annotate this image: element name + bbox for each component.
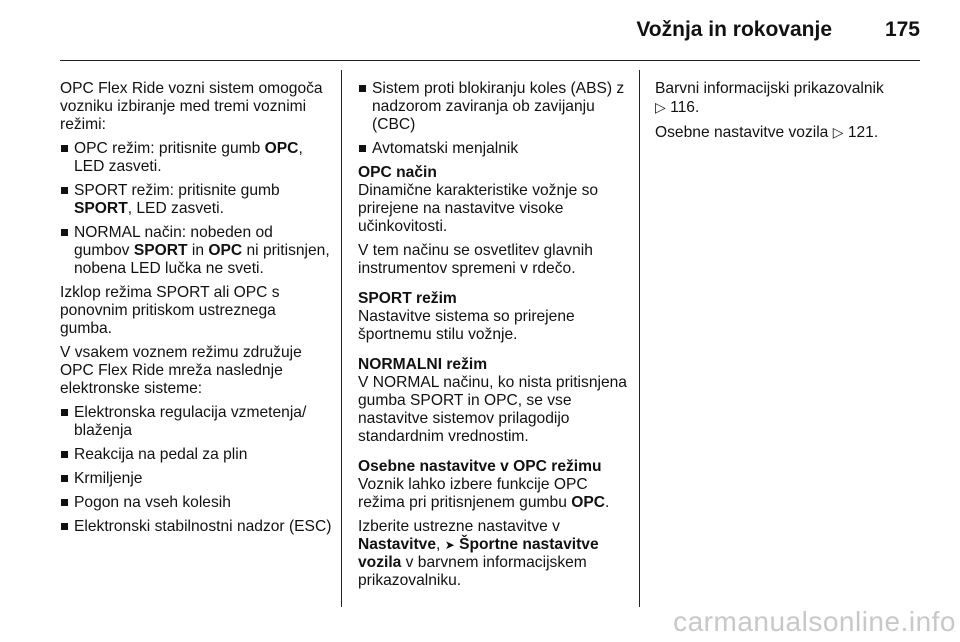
page-reference-icon: ▷ [832,124,844,140]
reference-color-display: Barvni informacijski prikazovalnik ▷ 116. [655,80,884,116]
column-3 [655,80,923,148]
opc-mode-text-1: Dinamične karakteristike vožnje so prirejene na nastavitve visoke učinkovitosti. [358,182,599,235]
list-item: Avtomatski menjalnik [358,140,628,158]
column-1 [60,80,332,542]
normal-mode-heading: NORMALNI režim [358,356,488,373]
opc-mode-heading: OPC način [358,164,437,181]
list-item-sport-mode: SPORT režim: pritisnite gumb SPORT, LED zasveti. [60,182,332,218]
menu-arrow-icon: ➤ [444,538,455,552]
opc-mode-text-2: V tem načinu se osvetlitev glavnih instrumentov spremeni v rdečo. [358,242,593,277]
page-reference-icon: ▷ [655,99,666,115]
intro-paragraph: OPC Flex Ride vozni sistem omogoča vozniku izbiranje med tremi voznimi režimi: [60,80,323,133]
page-header [60,0,920,61]
system-list [60,404,332,536]
page-number: 175 [884,18,920,41]
list-item: Elektronski stabilnostni nadzor (ESC) [60,518,332,536]
list-item: Pogon na vseh kolesih [60,494,332,512]
normal-mode-text: V NORMAL načinu, ko nista pritisnjena gumba SPORT in OPC, se vse nastavitve sistemov prilagodijo standardnim vrednostim. [358,374,627,445]
list-item-normal-mode: NORMAL način: nobeden od gumbov SPORT in OPC ni pritisnjen, nobena LED lučka ne sveti. [60,224,332,278]
reference-vehicle-settings: Osebne nastavitve vozila ▷ 121. [655,124,879,141]
list-item: Elektronska regulacija vzmetenja/ blaženja [60,404,332,440]
list-item: Reakcija na pedal za plin [60,446,332,464]
mode-list [60,140,332,278]
network-paragraph: V vsakem voznem režimu združuje OPC Flex Ride mreža naslednje elektronske sisteme: [60,344,302,397]
list-item: Krmiljenje [60,470,332,488]
column-divider-1 [341,70,342,607]
list-item-opc-mode: OPC režim: pritisnite gumb OPC, LED zasveti. [60,140,332,176]
personal-settings-heading: Osebne nastavitve v OPC režimu [358,458,602,475]
column-divider-2 [639,70,640,607]
sport-mode-text: Nastavitve sistema so prirejene športnemu stilu vožnje. [358,308,575,343]
page-title: Vožnja in rokovanje [636,18,832,41]
watermark: carmanualsonline.info [673,606,956,637]
system-list-continued [358,80,628,158]
personal-settings-text: Voznik lahko izbere funkcije OPC režima pri pritisnjenem gumbu OPC. [358,476,610,511]
sport-mode-heading: SPORT režim [358,290,457,307]
column-2 [358,80,628,596]
select-settings-text: Izberite ustrezne nastavitve v Nastavitve, ➤ Športne nastavitve vozila v barvnem informacijskem prikazovalniku. [358,518,599,589]
list-item: Sistem proti blokiranju koles (ABS) z nadzorom zaviranja ob zavijanju (CBC) [358,80,628,134]
off-paragraph: Izklop režima SPORT ali OPC s ponovnim pritiskom ustreznega gumba. [60,284,280,337]
